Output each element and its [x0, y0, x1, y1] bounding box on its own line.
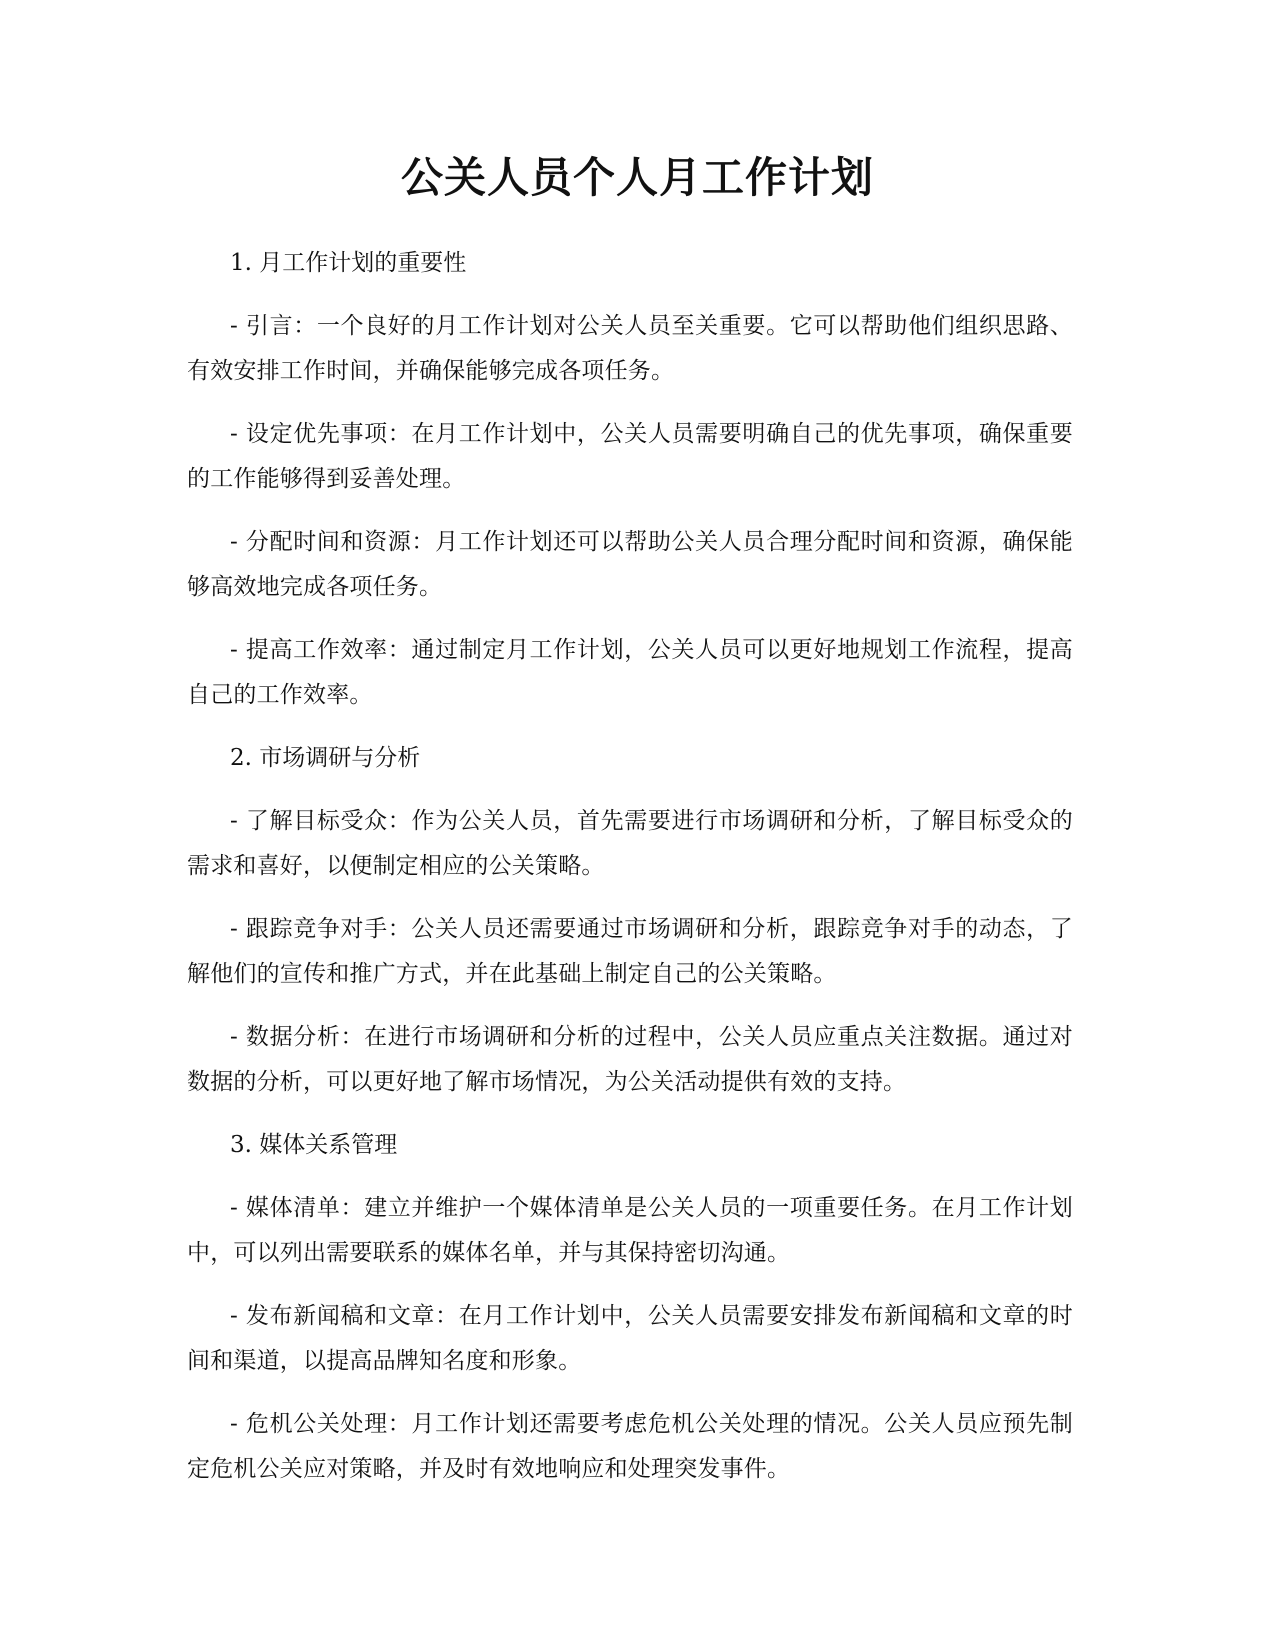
paragraph-competitors: - 跟踪竞争对手：公关人员还需要通过市场调研和分析，跟踪竞争对手的动态，了解他们的宣传和推广方式，并在此基础上制定自己的公关策略。	[187, 916, 1073, 987]
section-heading: 3. 媒体关系管理	[230, 1132, 398, 1158]
paragraph-crisis-pr: - 危机公关处理：月工作计划还需要考虑危机公关处理的情况。公关人员应预先制定危机公关应对策略，并及时有效地响应和处理突发事件。	[187, 1411, 1073, 1482]
section-heading: 1. 月工作计划的重要性	[230, 250, 467, 276]
document-body	[187, 241, 1073, 1510]
section-media-relations	[187, 1123, 1073, 1492]
section-importance	[187, 241, 1073, 718]
paragraph-data-analysis: - 数据分析：在进行市场调研和分析的过程中，公关人员应重点关注数据。通过对数据的分析，可以更好地了解市场情况，为公关活动提供有效的支持。	[187, 1024, 1073, 1095]
paragraph-priorities: - 设定优先事项：在月工作计划中，公关人员需要明确自己的优先事项，确保重要的工作能够得到妥善处理。	[187, 421, 1073, 492]
paragraph-efficiency: - 提高工作效率：通过制定月工作计划，公关人员可以更好地规划工作流程，提高自己的工作效率。	[187, 637, 1073, 708]
paragraph-time-resources: - 分配时间和资源：月工作计划还可以帮助公关人员合理分配时间和资源，确保能够高效地完成各项任务。	[187, 529, 1073, 600]
paragraph-target-audience: - 了解目标受众：作为公关人员，首先需要进行市场调研和分析，了解目标受众的需求和喜好，以便制定相应的公关策略。	[187, 808, 1073, 879]
paragraph-media-list: - 媒体清单：建立并维护一个媒体清单是公关人员的一项重要任务。在月工作计划中，可以列出需要联系的媒体名单，并与其保持密切沟通。	[187, 1195, 1073, 1266]
paragraph-introduction: - 引言：一个良好的月工作计划对公关人员至关重要。它可以帮助他们组织思路、有效安排工作时间，并确保能够完成各项任务。	[187, 313, 1073, 384]
section-heading: 2. 市场调研与分析	[230, 745, 421, 771]
section-market-research	[187, 736, 1073, 1105]
page-title: 公关人员个人月工作计划	[400, 153, 874, 202]
paragraph-press-releases: - 发布新闻稿和文章：在月工作计划中，公关人员需要安排发布新闻稿和文章的时间和渠道，以提高品牌知名度和形象。	[187, 1303, 1073, 1374]
